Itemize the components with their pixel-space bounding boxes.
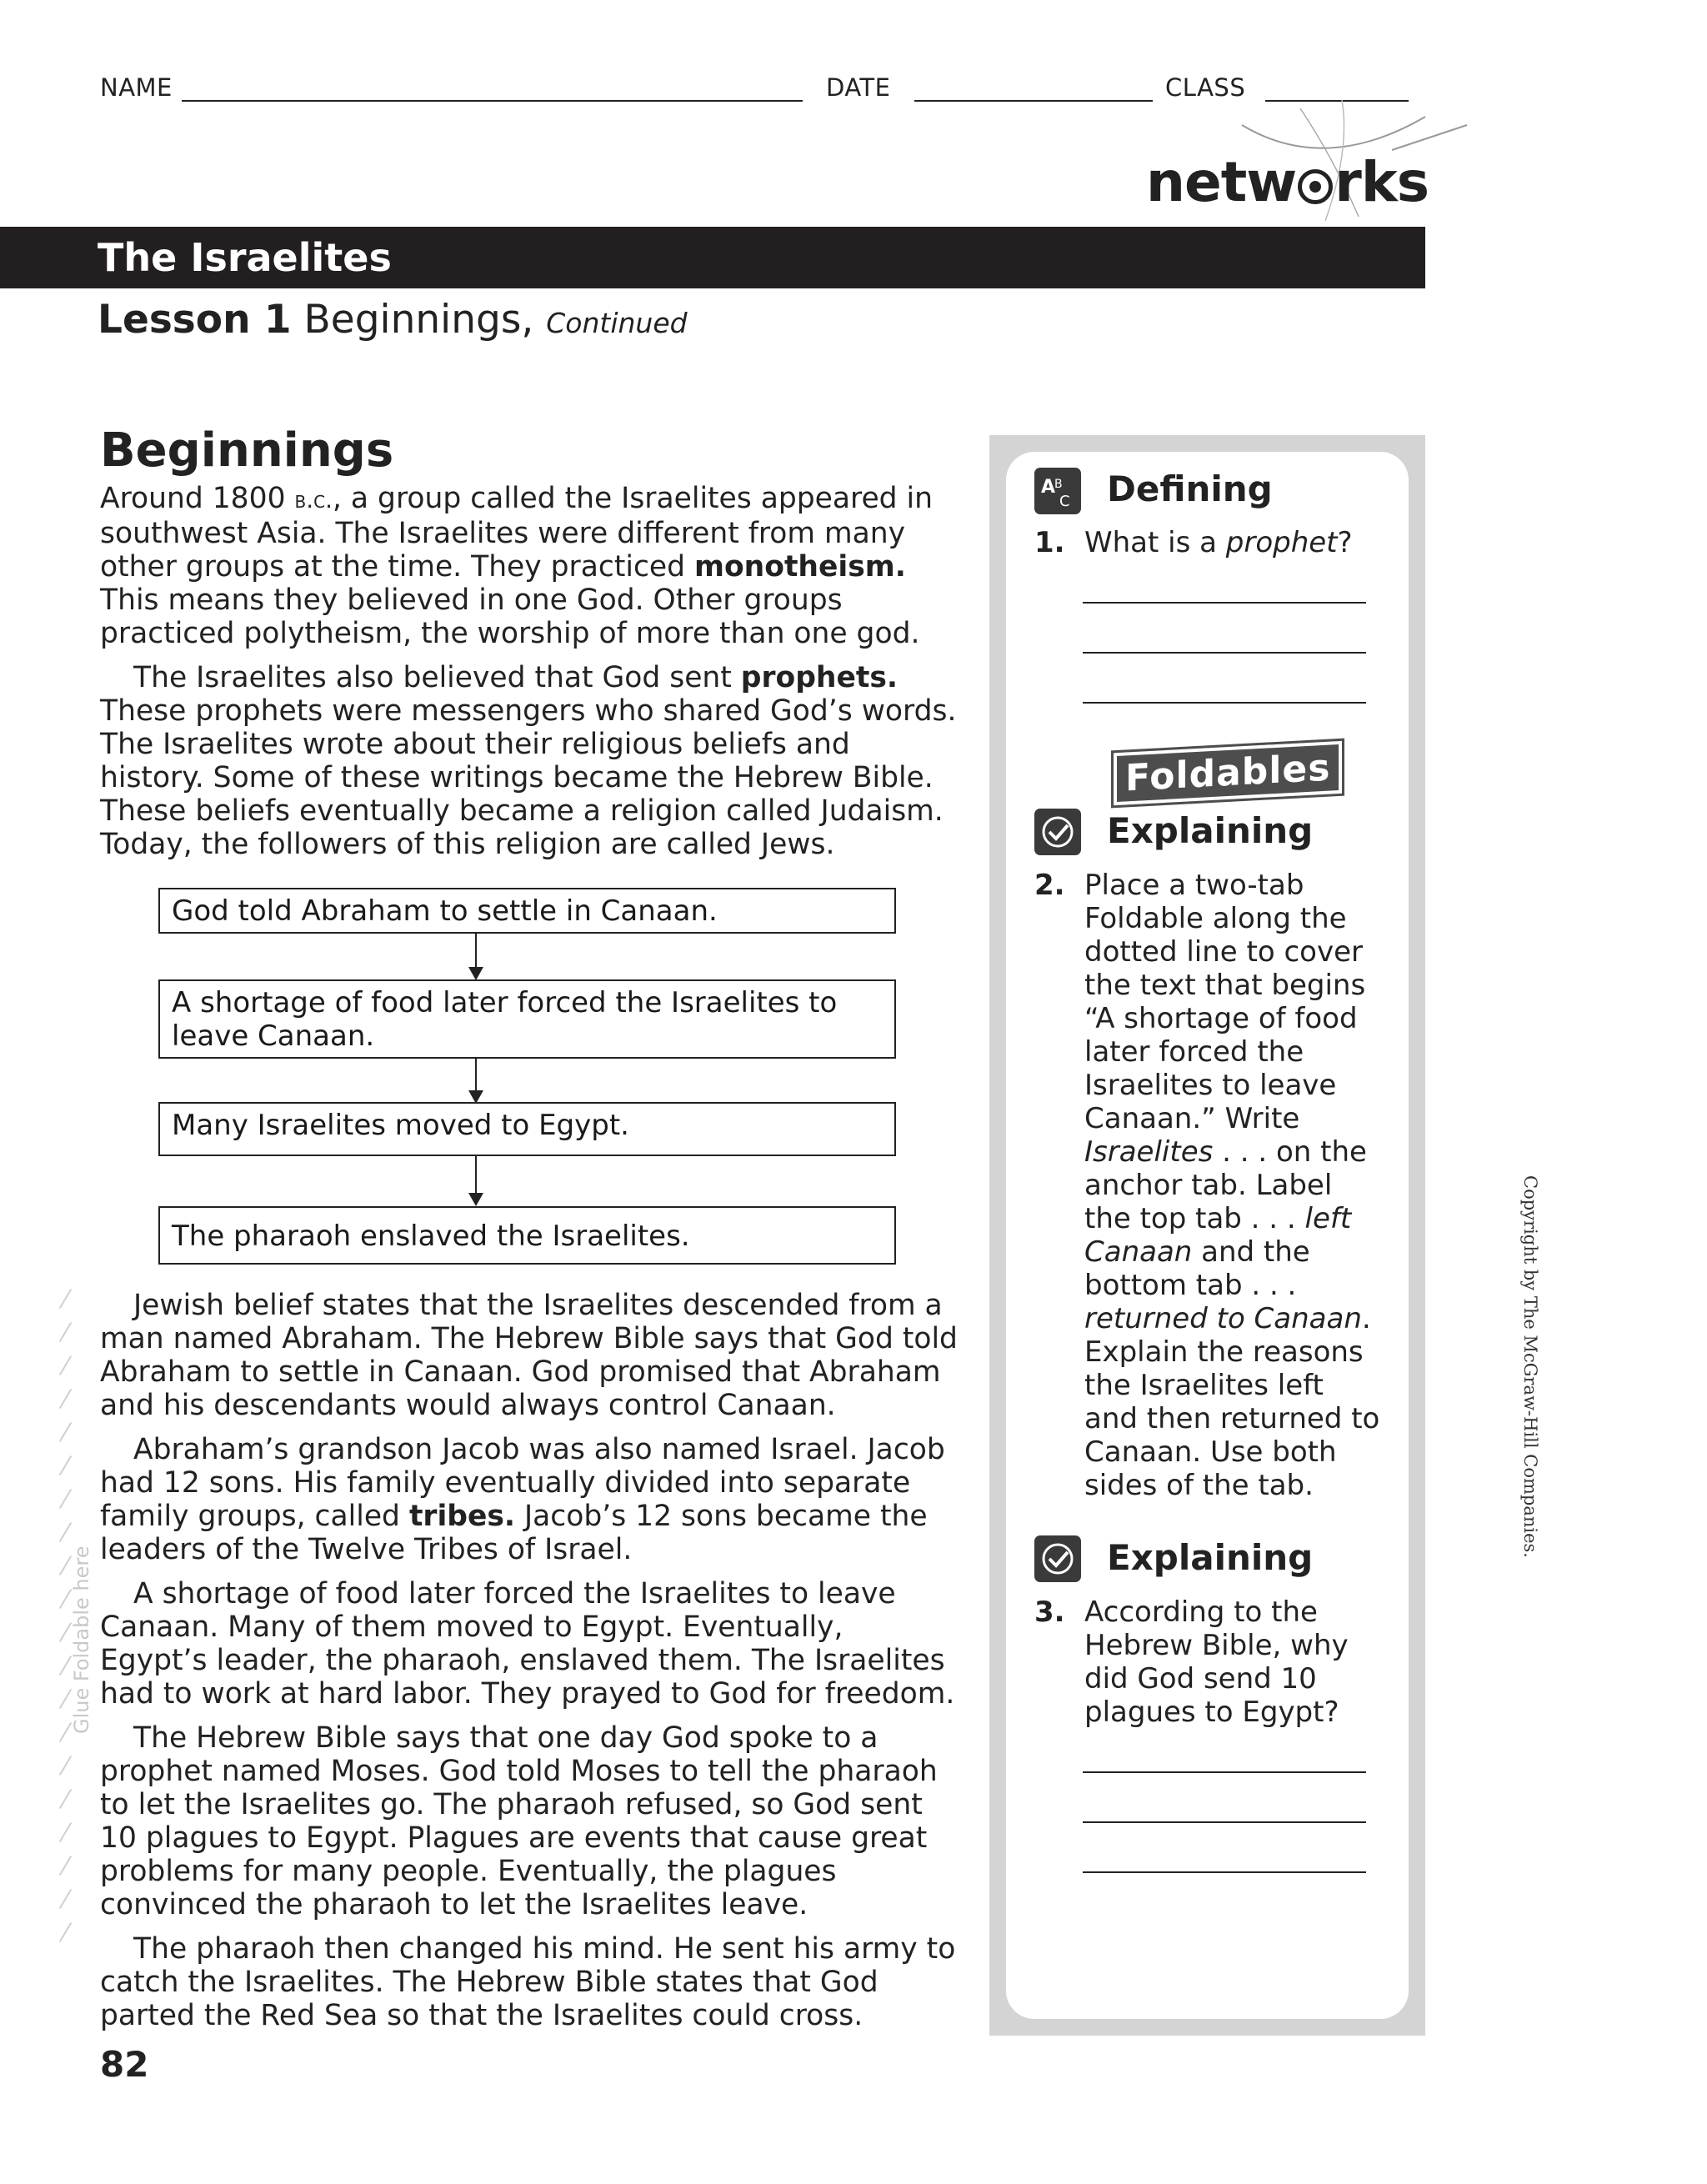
q2-em3: returned to Canaan bbox=[1084, 1302, 1362, 1335]
copyright-notice: Copyright by The McGraw-Hill Companies. bbox=[1520, 1175, 1540, 1558]
logo-globe-icon bbox=[1298, 169, 1333, 204]
section-heading: Beginnings bbox=[100, 423, 394, 478]
logo-suffix: rks bbox=[1334, 150, 1429, 214]
question-2 bbox=[1034, 869, 1384, 1502]
flow-box-2: A shortage of food later forced the Israelites to leave Canaan. bbox=[158, 979, 896, 1059]
p4-b: Jacob’s 12 sons became the leaders of the Twelve Tribes of Israel. bbox=[100, 1500, 928, 1566]
chapter-title: The Israelites bbox=[98, 235, 392, 280]
q1-text: What is a bbox=[1084, 526, 1226, 559]
logo-prefix: netw bbox=[1146, 150, 1297, 214]
paragraph-7: The pharaoh then changed his mind. He sent his army to catch the Israelites. The Hebrew Bible states that God parted the Red Sea so that the Israelites could cross. bbox=[100, 1932, 956, 2032]
lesson-title: Beginnings, bbox=[303, 297, 534, 343]
p2-b: These prophets were messengers who shared God’s words. The Israelites wrote about their religious beliefs and history. Some of these writings became the Hebrew Bible. These beliefs eventually became a religion called Judaism. Today, the followers of this religion are called Jews. bbox=[100, 694, 957, 861]
q1-term: prophet bbox=[1225, 526, 1338, 559]
q2-em2: left Canaan bbox=[1084, 1202, 1352, 1269]
svg-text:A: A bbox=[1041, 477, 1056, 498]
term-monotheism: monotheism. bbox=[694, 550, 906, 584]
p1-b: , a group called the Israelites appeared in southwest Asia. The Israelites were different from many other groups at the time. They practiced bbox=[100, 482, 934, 584]
flow-box-1: God told Abraham to settle in Canaan. bbox=[158, 888, 896, 934]
q3-number: 3. bbox=[1034, 1595, 1065, 1629]
class-label: CLASS bbox=[1165, 73, 1246, 102]
name-label: NAME bbox=[100, 73, 173, 102]
term-prophets: prophets. bbox=[740, 661, 898, 694]
flow-arrow-3 bbox=[475, 1156, 477, 1205]
name-line[interactable] bbox=[182, 100, 803, 102]
lesson-heading bbox=[98, 297, 688, 343]
svg-text:B: B bbox=[1054, 478, 1063, 491]
q1-answer-line-1[interactable] bbox=[1083, 602, 1366, 604]
page-number: 82 bbox=[100, 2044, 149, 2085]
q2-em1: Israelites bbox=[1084, 1135, 1214, 1169]
explaining-heading-2: Explaining bbox=[1107, 1537, 1314, 1578]
flow-box-4: The pharaoh enslaved the Israelites. bbox=[158, 1206, 896, 1265]
story-text bbox=[100, 1289, 959, 2043]
paragraph-3: Jewish belief states that the Israelites descended from a man named Abraham. The Hebrew Bible says that God told Abraham to settle in Canaan. God promised that Abraham and his descendants would always control Canaan. bbox=[100, 1289, 958, 1422]
question-3 bbox=[1034, 1595, 1384, 1729]
q1-answer-line-3[interactable] bbox=[1083, 702, 1366, 704]
q3-answer-line-1[interactable] bbox=[1083, 1771, 1366, 1773]
glue-foldable-label: Glue Foldable here bbox=[70, 1545, 93, 1734]
q2-t4: . Explain the reasons the Israelites left and then returned to Canaan. Use both sides of the tab. bbox=[1084, 1302, 1380, 1502]
q1-number: 1. bbox=[1034, 526, 1065, 559]
q2-t1: Place a two-tab Foldable along the dotted line to cover the text that begins “A shortage of food later forced the Israelites to leave Canaan.” Write bbox=[1084, 869, 1366, 1135]
q3-answer-line-3[interactable] bbox=[1083, 1871, 1366, 1873]
q1-mark: ? bbox=[1337, 526, 1353, 559]
question-1 bbox=[1034, 526, 1384, 559]
q1-answer-line-2[interactable] bbox=[1083, 652, 1366, 654]
bc-abbrev: b.c. bbox=[294, 486, 333, 513]
defining-abc-icon bbox=[1034, 468, 1081, 514]
explaining-heading-1: Explaining bbox=[1107, 810, 1314, 851]
flow-arrow-1 bbox=[475, 934, 477, 979]
flow-arrow-2 bbox=[475, 1059, 477, 1102]
lesson-continued: Continued bbox=[546, 307, 688, 339]
q2-number: 2. bbox=[1034, 869, 1065, 902]
networks-logo bbox=[1146, 150, 1429, 214]
lesson-number: Lesson 1 bbox=[98, 297, 292, 343]
q3-text: According to the Hebrew Bible, why did God send 10 plagues to Egypt? bbox=[1084, 1595, 1349, 1729]
p4-a: Abraham’s grandson Jacob was also named Israel. Jacob had 12 sons. His family eventually divided into separate family groups, called bbox=[100, 1433, 945, 1533]
q3-answer-line-2[interactable] bbox=[1083, 1821, 1366, 1823]
defining-heading: Defining bbox=[1107, 468, 1273, 509]
q2-t2: . . . on the anchor tab. Label the top tab . . . bbox=[1084, 1135, 1367, 1235]
explaining-icon bbox=[1034, 809, 1081, 855]
paragraph-6: The Hebrew Bible says that one day God spoke to a prophet named Moses. God told Moses to tell the pharaoh to let the Israelites go. The pharaoh refused, so God sent 10 plagues to Egypt. Plagues are events that cause great problems for many people. Eventually, the plagues convinced the pharaoh to let the Israelites leave. bbox=[100, 1721, 938, 1921]
foldable-dotted-line: ⁄ ⁄ ⁄ ⁄ ⁄ ⁄ ⁄ ⁄ ⁄ ⁄ ⁄ ⁄ ⁄ ⁄ ⁄ ⁄ ⁄ ⁄ ⁄ ⁄ bbox=[63, 1285, 68, 1948]
paragraph-1 bbox=[100, 482, 959, 650]
date-label: DATE bbox=[826, 73, 891, 102]
explaining-icon-2 bbox=[1034, 1535, 1081, 1582]
svg-text:C: C bbox=[1059, 493, 1070, 510]
flow-box-3: Many Israelites moved to Egypt. bbox=[158, 1102, 896, 1156]
p1-a: Around 1800 bbox=[100, 482, 295, 515]
date-line[interactable] bbox=[914, 100, 1153, 102]
paragraph-2 bbox=[100, 661, 959, 861]
paragraph-4 bbox=[100, 1433, 959, 1566]
p2-a: The Israelites also believed that God sent bbox=[133, 661, 741, 694]
foldables-badge: Foldables bbox=[1114, 741, 1342, 805]
intro-text bbox=[100, 482, 959, 872]
p1-c: This means they believed in one God. Other groups practiced polytheism, the worship of more than one god. bbox=[100, 584, 920, 650]
term-tribes: tribes. bbox=[408, 1500, 516, 1533]
q2-t3: and the bottom tab . . . bbox=[1084, 1235, 1310, 1302]
chapter-title-bar bbox=[0, 227, 1425, 288]
paragraph-5: A shortage of food later forced the Israelites to leave Canaan. Many of them moved to Egypt. Eventually, Egypt’s leader, the pharaoh, enslaved them. The Israelites had to work at hard labor. They prayed to God for freedom. bbox=[100, 1577, 955, 1711]
